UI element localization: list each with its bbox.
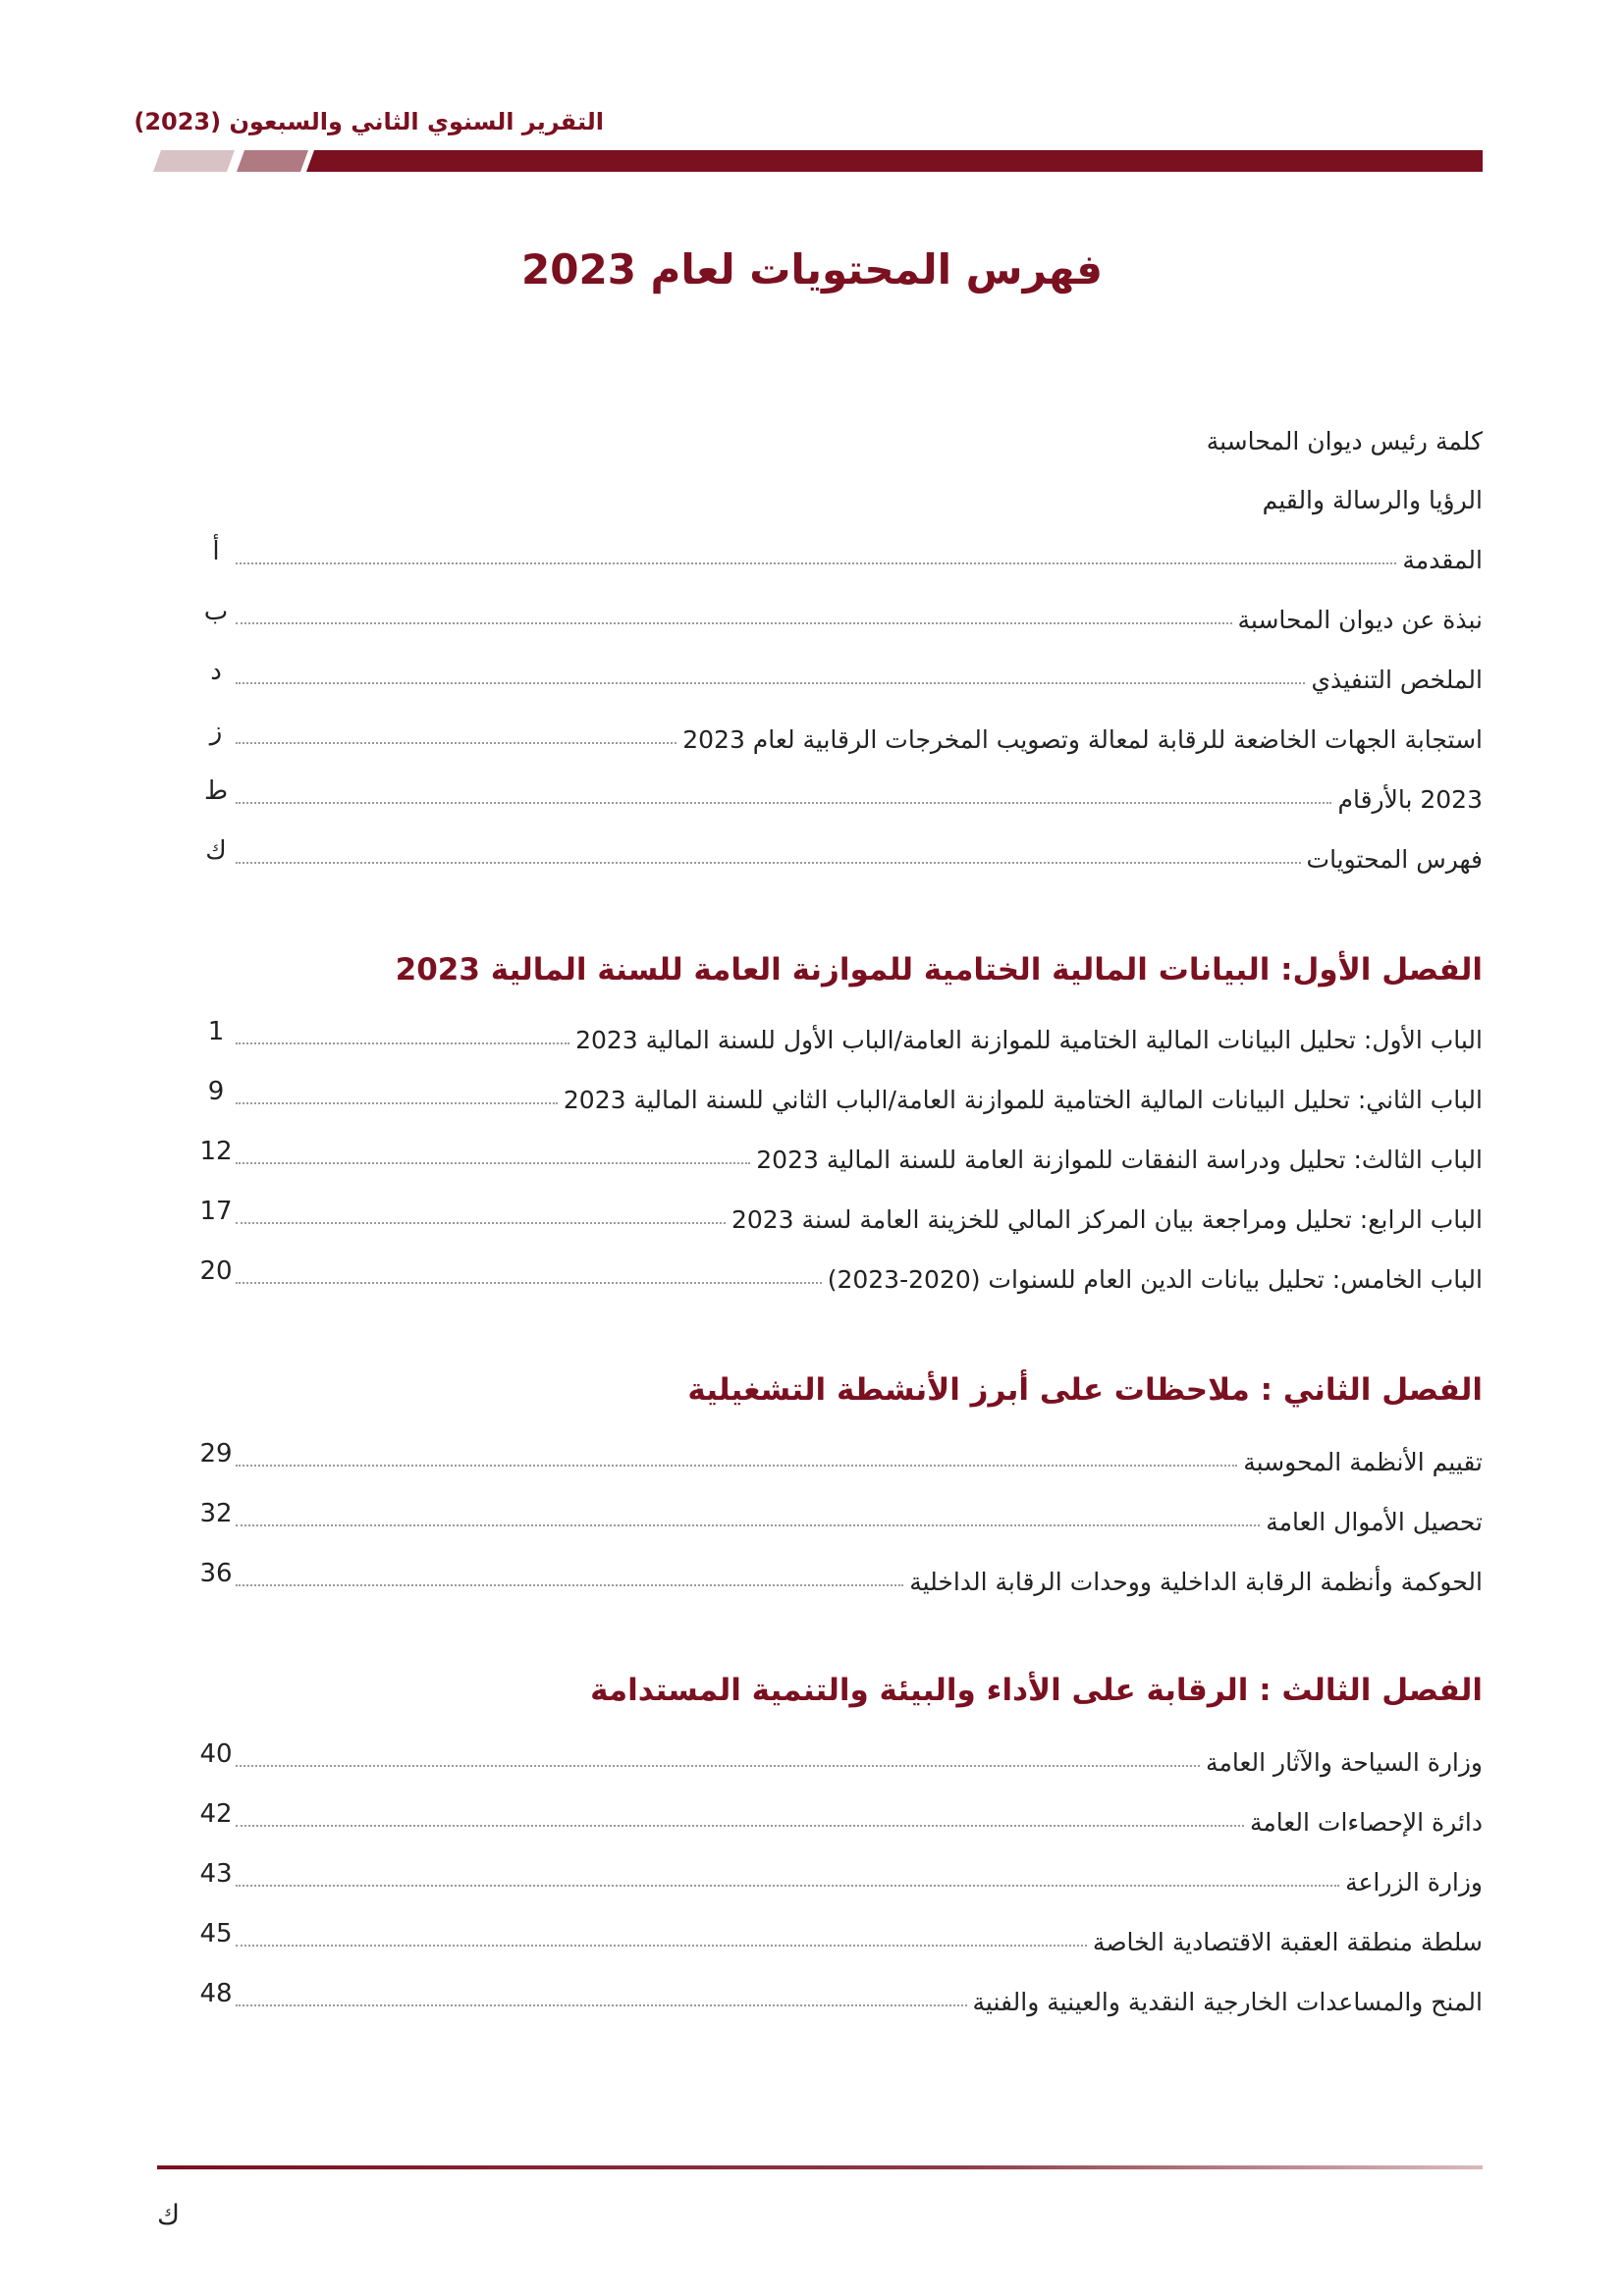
chapter-3-heading[interactable]: الفصل الثالث : الرقابة على الأداء والبيئة والتنمية المستدامة [590, 1673, 1483, 1708]
toc-entry[interactable] [196, 1853, 1483, 1896]
toc-leader [236, 622, 1232, 624]
toc-leader [236, 1524, 1260, 1526]
toc-page-number: 29 [199, 1439, 233, 1468]
toc-entry-label: دائرة الإحصاءات العامة [1249, 1808, 1483, 1837]
toc-page-number: ط [203, 776, 229, 806]
toc-page-number: 36 [199, 1559, 233, 1588]
footer-divider [157, 2165, 1483, 2169]
toc-entry[interactable] [196, 771, 1483, 814]
toc-entry-label: فهرس المحتويات [1306, 845, 1483, 874]
toc-entry[interactable] [196, 830, 1483, 874]
toc-page-number: د [210, 657, 222, 686]
toc-page-number: ك [205, 836, 227, 866]
toc-entry-label: المنح والمساعدات الخارجية النقدية والعينية والفنية [972, 1988, 1483, 2016]
toc-leader [236, 742, 677, 744]
toc-entry-label: المقدمة [1402, 546, 1483, 574]
toc-leader [236, 2004, 967, 2006]
toc-page-number: 42 [199, 1799, 233, 1829]
toc-leader [236, 1282, 822, 1284]
toc-leader [236, 1945, 1087, 1947]
toc-page-number: ز [209, 717, 223, 746]
toc-leader [236, 1042, 569, 1044]
toc-entry[interactable] [196, 1493, 1483, 1536]
toc-entry[interactable] [196, 1734, 1483, 1777]
toc-entry[interactable] [196, 1191, 1483, 1234]
toc-entry-label: كلمة رئيس ديوان المحاسبة [1206, 427, 1483, 455]
toc-entry-label: الباب الخامس: تحليل بيانات الدين العام للسنوات (2020-2023) [827, 1265, 1483, 1294]
toc-page-number: 48 [199, 1979, 233, 2008]
toc-entry[interactable] [196, 711, 1483, 754]
toc-page-number: 45 [199, 1919, 233, 1949]
toc-entry-label: وزارة الزراعة [1345, 1868, 1483, 1896]
toc-entry[interactable] [196, 1011, 1483, 1054]
header-decorative-bar [157, 150, 1483, 172]
toc-entry[interactable] [196, 412, 1483, 455]
toc-page-number: 40 [199, 1739, 233, 1769]
toc-leader [236, 1222, 726, 1224]
toc-entry-label: نبذة عن ديوان المحاسبة [1237, 606, 1483, 634]
toc-leader [236, 1765, 1200, 1767]
toc-entry[interactable] [196, 1913, 1483, 1956]
toc-leader [236, 802, 1331, 804]
toc-entry[interactable] [196, 1433, 1483, 1476]
chapter-2-heading[interactable]: الفصل الثاني : ملاحظات على أبرز الأنشطة التشغيلية [687, 1372, 1483, 1408]
toc-page-number: ب [203, 597, 229, 626]
toc-entry-label: الباب الثالث: تحليل ودراسة النفقات للموازنة العامة للسنة المالية 2023 [756, 1146, 1483, 1174]
toc-leader [236, 862, 1301, 864]
toc-entry[interactable] [196, 531, 1483, 574]
toc-leader [236, 1584, 903, 1586]
toc-entry[interactable] [196, 1251, 1483, 1294]
toc-leader [236, 682, 1305, 684]
toc-entry[interactable] [196, 1131, 1483, 1174]
footer-page-number: ك [157, 2199, 181, 2231]
toc-entry-label: الرؤيا والرسالة والقيم [1262, 486, 1483, 514]
toc-entry-label: الباب الأول: تحليل البيانات المالية الختامية للموازنة العامة/الباب الأول للسنة المالية 2023 [575, 1026, 1483, 1054]
toc-leader [236, 562, 1396, 564]
chapter-1-heading[interactable]: الفصل الأول: البيانات المالية الختامية للموازنة العامة للسنة المالية 2023 [395, 952, 1483, 988]
toc-entry-label: استجابة الجهات الخاضعة للرقابة لمعالة وتصويب المخرجات الرقابية لعام 2023 [682, 725, 1483, 754]
toc-page-number: أ [212, 537, 220, 566]
toc-entry[interactable] [196, 651, 1483, 694]
toc-page-number: 43 [199, 1859, 233, 1889]
toc-page-number: 17 [199, 1197, 233, 1226]
toc-leader [236, 1465, 1237, 1467]
toc-entry-label: تقييم الأنظمة المحوسبة [1243, 1448, 1483, 1476]
toc-entry[interactable] [196, 471, 1483, 514]
toc-leader [236, 1162, 750, 1164]
toc-entry-label: تحصيل الأموال العامة [1266, 1508, 1483, 1536]
toc-page-number: 12 [199, 1137, 233, 1166]
toc-entry-label: الحوكمة وأنظمة الرقابة الداخلية ووحدات الرقابة الداخلية [909, 1568, 1483, 1596]
toc-page-number: 1 [207, 1017, 225, 1046]
toc-leader [236, 1102, 558, 1104]
toc-entry[interactable] [196, 591, 1483, 634]
toc-entry-label: وزارة السياحة والآثار العامة [1206, 1748, 1483, 1777]
toc-entry-label: الباب الرابع: تحليل ومراجعة بيان المركز المالي للخزينة العامة لسنة 2023 [731, 1205, 1483, 1234]
page-title: فهرس المحتويات لعام 2023 [521, 245, 1103, 294]
toc-entry[interactable] [196, 1973, 1483, 2016]
toc-leader [236, 1825, 1244, 1827]
toc-entry[interactable] [196, 1071, 1483, 1114]
toc-entry-label: 2023 بالأرقام [1337, 785, 1483, 814]
toc-entry-label: سلطة منطقة العقبة الاقتصادية الخاصة [1092, 1928, 1483, 1956]
toc-page-number: 20 [199, 1256, 233, 1286]
toc-entry-label: الملخص التنفيذي [1311, 666, 1483, 694]
toc-entry-label: الباب الثاني: تحليل البيانات المالية الختامية للموازنة العامة/الباب الثاني للسنة المالية 2023 [563, 1086, 1483, 1114]
report-header-title: التقرير السنوي الثاني والسبعون (2023) [134, 108, 604, 135]
toc-page-number: 32 [199, 1499, 233, 1528]
toc-leader [236, 1885, 1339, 1887]
toc-page-number: 9 [207, 1077, 225, 1106]
toc-entry[interactable] [196, 1793, 1483, 1837]
toc-entry[interactable] [196, 1553, 1483, 1596]
